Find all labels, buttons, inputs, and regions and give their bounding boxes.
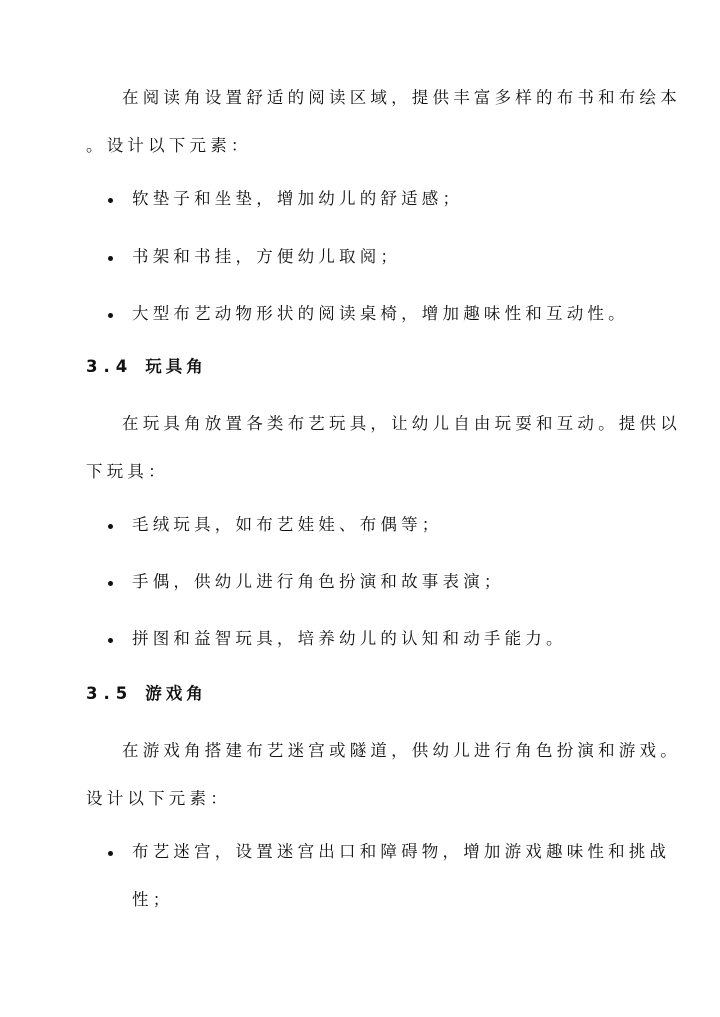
section-number: 3.5 (86, 684, 134, 703)
bullet-icon (108, 851, 113, 856)
reading-bullet-3: 大型布艺动物形状的阅读桌椅，增加趣味性和互动性。 (132, 304, 629, 323)
section-title: 游戏角 (145, 684, 207, 703)
bullet-icon (108, 313, 113, 318)
games-bullet-1-continuation: 性； (132, 890, 174, 909)
bullet-icon (108, 638, 113, 643)
toys-bullet-3: 拼图和益智玩具，培养幼儿的认知和动手能力。 (132, 629, 567, 648)
bullet-icon (108, 256, 113, 261)
bullet-icon (108, 524, 113, 529)
reading-bullet-1: 软垫子和坐垫，增加幼儿的舒适感； (132, 189, 464, 208)
games-bullet-1-line-1: 布艺迷宫，设置迷宫出口和障碍物，增加游戏趣味性和挑战 (132, 842, 671, 861)
toys-paragraph-line-1: 在玩具角放置各类布艺玩具，让幼儿自由玩耍和互动。提供以 (122, 414, 681, 433)
reading-paragraph-line-1: 在阅读角设置舒适的阅读区域，提供丰富多样的布书和布绘本 (122, 88, 681, 107)
section-title: 玩具角 (145, 357, 207, 376)
games-paragraph-line-2: 设计以下元素： (86, 789, 231, 808)
games-paragraph-line-1: 在游戏角搭建布艺迷宫或隧道，供幼儿进行角色扮演和游戏。 (122, 741, 681, 760)
bullet-icon (108, 198, 113, 203)
section-heading-games (86, 684, 207, 704)
section-number: 3.4 (86, 357, 134, 376)
toys-paragraph-line-2: 下玩具： (86, 462, 169, 481)
toys-bullet-2: 手偶，供幼儿进行角色扮演和故事表演； (132, 572, 505, 591)
reading-paragraph-line-2: 。设计以下元素： (86, 136, 252, 155)
toys-bullet-1: 毛绒玩具，如布艺娃娃、布偶等； (132, 515, 443, 534)
bullet-icon (108, 581, 113, 586)
section-heading-toys (86, 357, 207, 377)
reading-bullet-2: 书架和书挂，方便幼儿取阅； (132, 247, 402, 266)
